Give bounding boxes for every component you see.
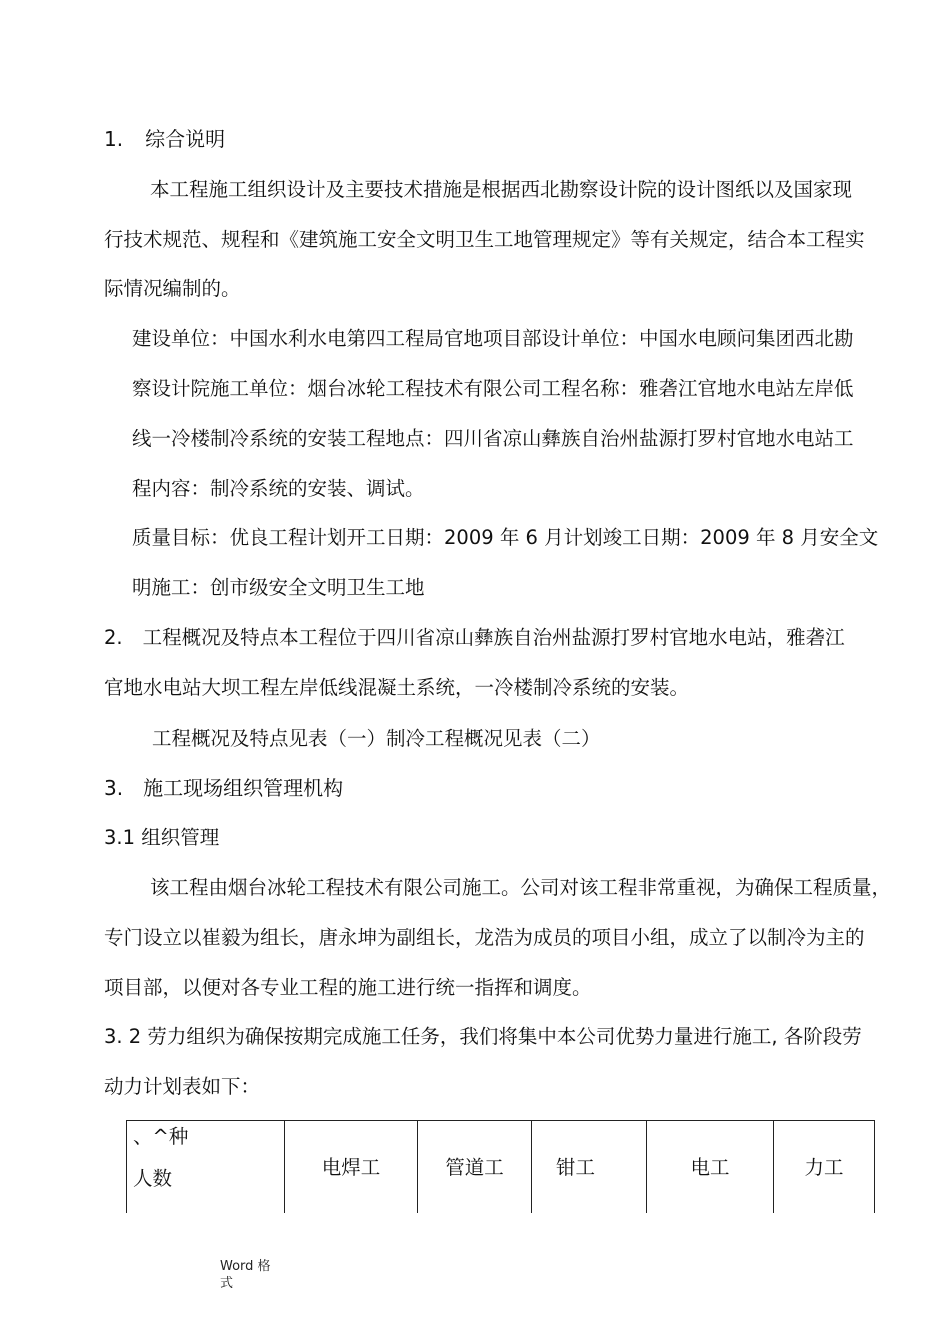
corner-label-trade: 、^种 — [133, 1125, 189, 1148]
info-line-2: 察设计院施工单位：烟台冰轮工程技术有限公司工程名称：雅砻江官地水电站左岸低 — [132, 377, 854, 400]
section-1-para-line-3: 际情况编制的。 — [104, 277, 241, 300]
table-corner-cell — [127, 1121, 285, 1214]
section-1-heading — [104, 127, 225, 151]
labor-plan-table — [126, 1120, 875, 1213]
section-2-table-reference: 工程概况及特点见表（一）制冷工程概况见表（二） — [152, 727, 601, 750]
section-2-line-1 — [104, 626, 845, 650]
footer-line-2: 式 — [220, 1276, 234, 1291]
header-fitter: 钳工 — [532, 1121, 647, 1214]
header-welder: 电焊工 — [285, 1121, 418, 1214]
info-line-5: 质量目标：优良工程计划开工日期：2009 年 6 月计划竣工日期：2009 年 8 月安全文 — [132, 526, 879, 549]
header-pipefitter: 管道工 — [418, 1121, 532, 1214]
subsection-3-2-line-1: 3. 2 劳力组织为确保按期完成施工任务，我们将集中本公司优势力量进行施工, 各阶段劳 — [104, 1025, 862, 1048]
section-3-number: 3. — [104, 776, 124, 800]
footer-line-1: Word 格 — [220, 1259, 271, 1274]
subsection-3-2-line-2: 动力计划表如下： — [104, 1075, 261, 1098]
subsection-3-1-title: 3.1 组织管理 — [104, 826, 220, 849]
info-line-4: 程内容：制冷系统的安装、调试。 — [132, 477, 425, 500]
subsection-3-1-line-2: 专门设立以崔毅为组长，唐永坤为副组长，龙浩为成员的项目小组，成立了以制冷为主的 — [104, 926, 865, 949]
section-1-number: 1. — [104, 127, 124, 151]
info-line-3: 线一冷楼制冷系统的安装工程地点：四川省凉山彝族自治州盐源打罗村官地水电站工 — [132, 427, 854, 450]
corner-label-count: 人数 — [133, 1167, 173, 1190]
header-laborer: 力工 — [774, 1121, 875, 1214]
info-line-1: 建设单位：中国水利水电第四工程局官地项目部设计单位：中国水电顾问集团西北勘 — [132, 327, 854, 350]
subsection-3-1-line-1: 该工程由烟台冰轮工程技术有限公司施工。公司对该工程非常重视，为确保工程质量， — [150, 876, 892, 899]
info-line-6: 明施工：创市级安全文明卫生工地 — [132, 576, 425, 599]
section-2-text: 工程概况及特点本工程位于四川省凉山彝族自治州盐源打罗村官地水电站，雅砻江 — [142, 626, 845, 649]
section-2-number: 2. — [104, 626, 123, 649]
header-electrician: 电工 — [647, 1121, 774, 1214]
section-3-title: 施工现场组织管理机构 — [143, 776, 344, 800]
section-1-para-line-1: 本工程施工组织设计及主要技术措施是根据西北勘察设计院的设计图纸以及国家现 — [150, 178, 853, 201]
section-1-para-line-2: 行技术规范、规程和《建筑施工安全文明卫生工地管理规定》等有关规定，结合本工程实 — [104, 228, 865, 251]
section-2-line-2: 官地水电站大坝工程左岸低线混凝土系统，一冷楼制冷系统的安装。 — [104, 676, 690, 699]
section-3-heading — [104, 776, 343, 800]
table-header-row — [127, 1121, 875, 1214]
subsection-3-1-line-3: 项目部，以便对各专业工程的施工进行统一指挥和调度。 — [104, 976, 592, 999]
footer-watermark — [220, 1258, 271, 1292]
section-1-title: 综合说明 — [145, 127, 226, 151]
